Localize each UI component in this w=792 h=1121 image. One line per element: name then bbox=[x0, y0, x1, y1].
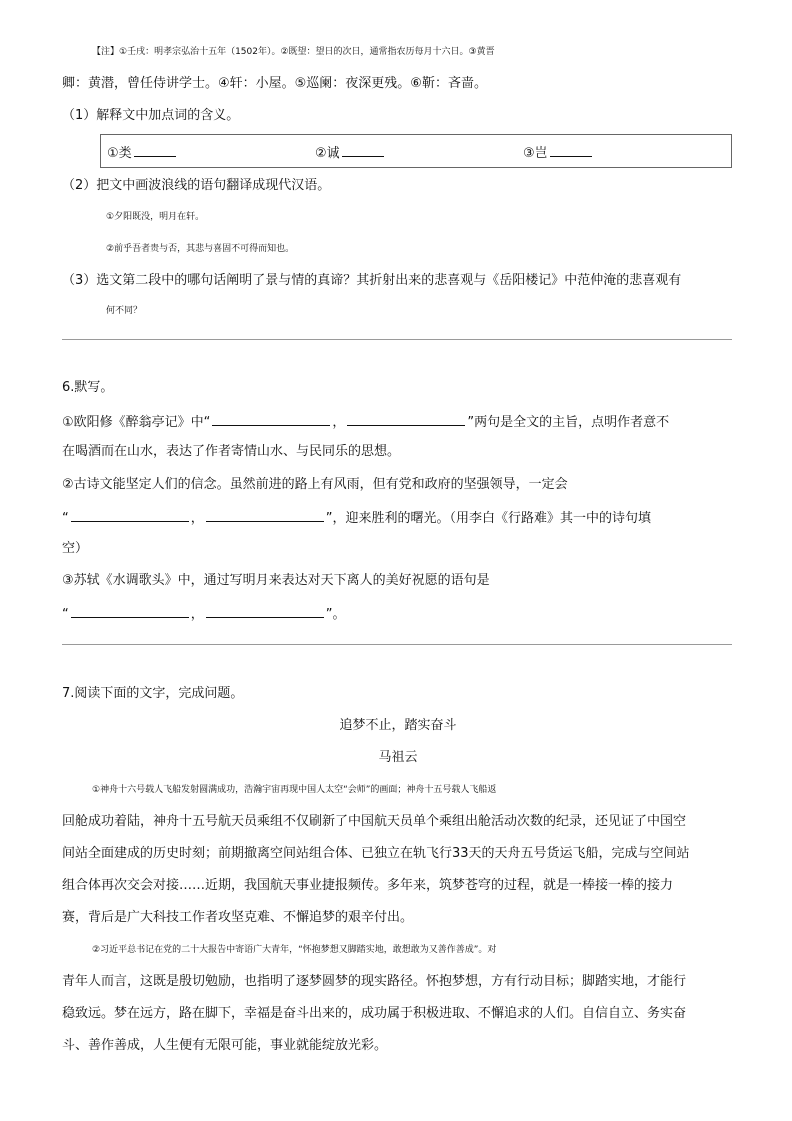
dictation-text: ”。 bbox=[325, 607, 346, 622]
dictation-blank[interactable] bbox=[212, 411, 330, 426]
dictation-c-line-2 bbox=[62, 603, 734, 625]
translate-sentence-1: ①夕阳既没，明月在轩。 bbox=[106, 212, 205, 222]
question-2 bbox=[62, 176, 734, 196]
divider bbox=[62, 644, 732, 645]
item-label: ①类 bbox=[107, 146, 132, 161]
article-title: 追梦不止，踏实奋斗 bbox=[339, 718, 457, 733]
question-3 bbox=[62, 271, 734, 291]
item-label: ②诚 bbox=[315, 146, 340, 161]
question-1 bbox=[62, 106, 734, 126]
dictation-b-line-3: 空） bbox=[62, 541, 89, 556]
translate-sentence-2: ②前乎吾者贵与否，其悲与喜固不可得而知也。 bbox=[106, 244, 295, 254]
paragraph-2-line: 稳致远。梦在远方，路在脚下，幸福是奋斗出来的，成功属于积极进取、不懈追求的人们。自信自立、务实奋 bbox=[62, 1006, 687, 1021]
quote: “ bbox=[62, 511, 69, 526]
answer-blank[interactable] bbox=[342, 142, 384, 157]
dictation-blank[interactable] bbox=[206, 603, 324, 618]
article-author: 马祖云 bbox=[378, 750, 418, 765]
question-text: 解释文中加点词的含义。 bbox=[96, 108, 240, 123]
paragraph-1-line: ①神舟十六号载人飞船发射圆满成功，浩瀚宇宙再现中国人太空“会师”的画面；神舟十五号载人飞船返 bbox=[92, 785, 497, 795]
answer-item-1 bbox=[107, 142, 178, 164]
question-number: （1） bbox=[62, 108, 97, 123]
question-number: （2） bbox=[62, 178, 97, 193]
dictation-a bbox=[62, 411, 734, 433]
dictation-blank[interactable] bbox=[206, 507, 324, 522]
comma: ， bbox=[332, 415, 346, 430]
answer-blank[interactable] bbox=[550, 142, 592, 157]
note-line-1: 【注】①壬戌：明孝宗弘治十五年（1502年）。②既望：望日的次日，通常指农历每月十六日。③黄晋 bbox=[92, 47, 495, 57]
comma: ， bbox=[190, 607, 204, 622]
answer-box bbox=[100, 134, 732, 168]
question-text: 选文第二段中的哪句话阐明了景与情的真谛？其折射出来的悲喜观与《岳阳楼记》中范仲淹的悲喜观有 bbox=[96, 273, 682, 288]
item-label: ③岂 bbox=[523, 146, 548, 161]
question-7-title: 7.阅读下面的文字，完成问题。 bbox=[62, 686, 244, 701]
paragraph-2-line: ②习近平总书记在党的二十大报告中寄语广大青年，“怀抱梦想又脚踏实地，敢想敢为又善作善成”。对 bbox=[92, 945, 497, 955]
answer-item-3 bbox=[523, 142, 594, 164]
comma: ， bbox=[190, 511, 204, 526]
dictation-text: ”，迎来胜利的曙光。（用李白《行路难》其一中的诗句填 bbox=[325, 511, 652, 526]
paragraph-1-line: 间站全面建成的历史时刻；前期撤离空间站组合体、已独立在轨飞行33天的天舟五号货运飞船，完成与空间站 bbox=[62, 846, 690, 861]
paragraph-2-line: 斗、善作善成，人生便有无限可能，事业就能绽放光彩。 bbox=[62, 1038, 388, 1053]
answer-blank[interactable] bbox=[134, 142, 176, 157]
dictation-c: ③苏轼《水调歌头》中，通过写明月来表达对天下离人的美好祝愿的语句是 bbox=[62, 573, 490, 588]
question-number: （3） bbox=[62, 273, 97, 288]
dictation-text: ”两句是全文的主旨，点明作者意不 bbox=[467, 415, 670, 430]
question-text: 把文中画波浪线的语句翻译成现代汉语。 bbox=[96, 178, 331, 193]
paragraph-1-line: 赛，背后是广大科技工作者攻坚克难、不懈追梦的艰辛付出。 bbox=[62, 910, 414, 925]
paragraph-2-line: 青年人而言，这既是殷切勉励，也指明了逐梦圆梦的现实路径。怀抱梦想，方有行动目标；脚踏实地，才能行 bbox=[62, 974, 687, 989]
quote: “ bbox=[62, 607, 69, 622]
dictation-blank[interactable] bbox=[347, 411, 465, 426]
divider bbox=[62, 339, 732, 340]
dictation-a-line-2: 在喝酒而在山水，表达了作者寄情山水、与民同乐的思想。 bbox=[62, 444, 401, 459]
dictation-b-line-2 bbox=[62, 507, 734, 529]
note-line-2: 卿：黄潜，曾任侍讲学士。④轩：小屋。⑤巡阑：夜深更残。⑥靳：吝啬。 bbox=[62, 76, 487, 91]
dictation-blank[interactable] bbox=[71, 507, 189, 522]
paragraph-1-line: 组合体再次交会对接……近期，我国航天事业捷报频传。多年来，筑梦苍穹的过程，就是一棒接一棒的接力 bbox=[62, 878, 674, 893]
question-6-title: 6.默写。 bbox=[62, 380, 114, 395]
answer-item-2 bbox=[315, 142, 386, 164]
question-3-line-2: 何不同？ bbox=[106, 306, 143, 316]
dictation-blank[interactable] bbox=[71, 603, 189, 618]
dictation-b: ②古诗文能坚定人们的信念。虽然前进的路上有风雨，但有党和政府的坚强领导，一定会 bbox=[62, 477, 568, 492]
paragraph-1-line: 回舱成功着陆，神舟十五号航天员乘组不仅刷新了中国航天员单个乘组出舱活动次数的纪录，还见证了中国空 bbox=[62, 814, 687, 829]
dictation-text: ①欧阳修《醉翁亭记》中“ bbox=[62, 415, 211, 430]
